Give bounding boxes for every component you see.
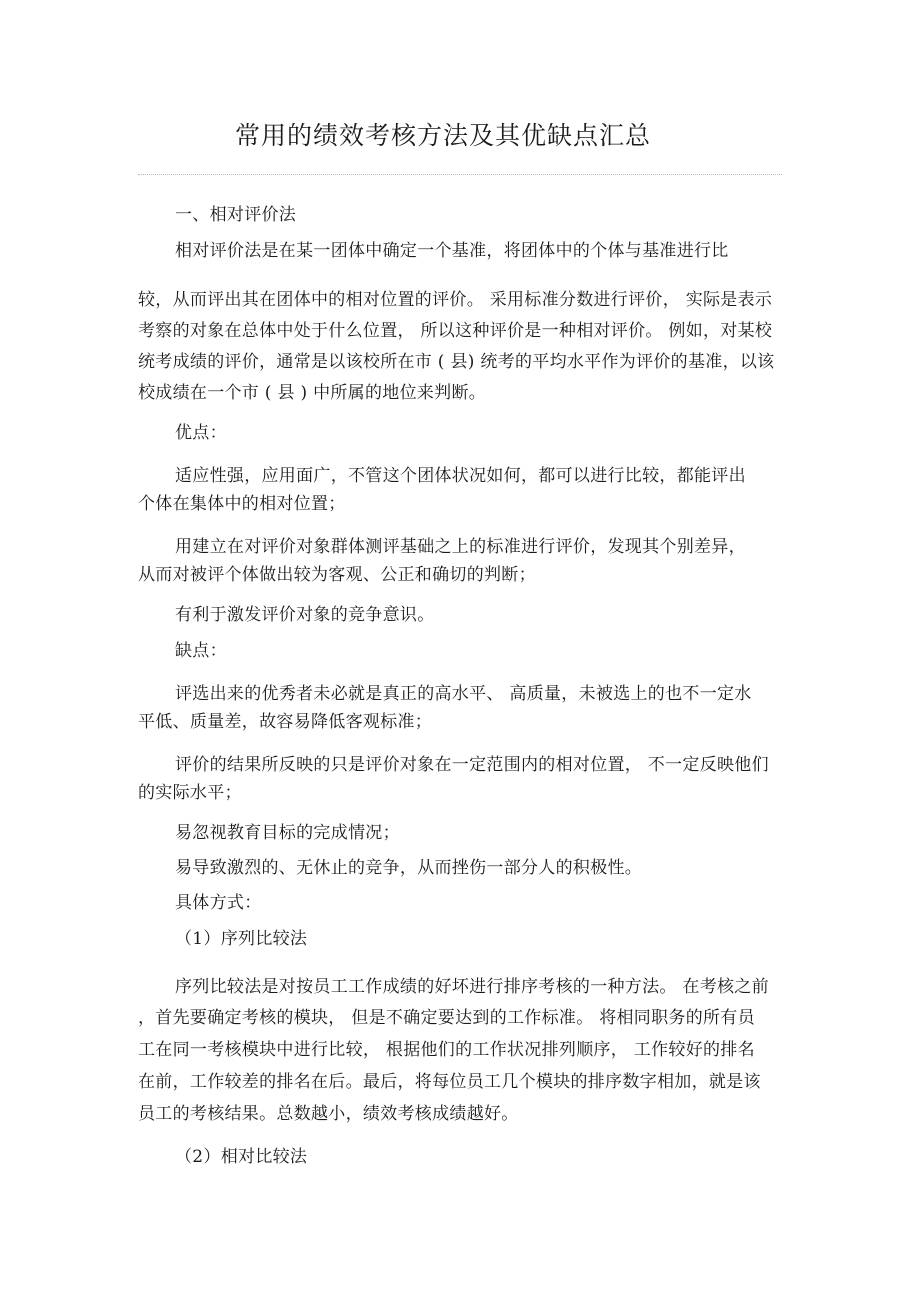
section-heading: 一、相对评价法 <box>175 205 297 225</box>
paragraph-line: 统考成绩的评价，通常是以该校所在市 ( 县) 统考的平均水平作为评价的基准，以该 <box>138 352 775 372</box>
paragraph-line: 序列比较法是对按员工工作成绩的好坏进行排序考核的一种方法。 在考核之前 <box>175 977 769 997</box>
paragraph-line: 的实际水平； <box>138 783 242 803</box>
page-title: 常用的绩效考核方法及其优缺点汇总 <box>234 121 651 150</box>
title-divider <box>138 174 782 175</box>
paragraph-line: 在前，工作较差的排名在后。最后，将每位员工几个模块的排序数字相加，就是该 <box>138 1072 761 1092</box>
paragraph-line: 个体在集体中的相对位置； <box>138 494 346 514</box>
paragraph-line: 易忽视教育目标的完成情况； <box>175 823 400 843</box>
paragraph-line: 用建立在对评价对象群体测评基础之上的标准进行评价，发现其个别差异， <box>175 537 746 557</box>
paragraph-line: 从而对被评个体做出较为客观、公正和确切的判断； <box>138 565 536 585</box>
paragraph-line: 适应性强，应用面广，不管这个团体状况如何，都可以进行比较，都能评出 <box>175 466 746 486</box>
paragraph-line: 易导致激烈的、无休止的竞争，从而挫伤一部分人的积极性。 <box>175 858 643 878</box>
paragraph-line: 较，从而评出其在团体中的相对位置的评价。 采用标准分数进行评价， 实际是表示 <box>138 290 773 310</box>
method-heading: （2）相对比较法 <box>175 1147 308 1167</box>
method-heading: （1）序列比较法 <box>175 929 308 949</box>
paragraph-line: 评选出来的优秀者未必就是真正的高水平、 高质量，未被选上的也不一定水 <box>175 684 752 704</box>
paragraph-line: 员工的考核结果。总数越小，绩效考核成绩越好。 <box>138 1104 519 1124</box>
methods-heading: 具体方式： <box>175 893 262 913</box>
paragraph-line: ，首先要确定考核的模块， 但是不确定要达到的工作标准。 将相同职务的所有员 <box>138 1008 755 1028</box>
pros-heading: 优点： <box>175 423 227 443</box>
paragraph-line: 评价的结果所反映的只是评价对象在一定范围内的相对位置， 不一定反映他们 <box>175 755 769 775</box>
paragraph-line: 校成绩在一个市 ( 县 ) 中所属的地位来判断。 <box>138 383 487 403</box>
cons-heading: 缺点： <box>175 641 227 661</box>
paragraph-line: 平低、质量差，故容易降低客观标准； <box>138 712 433 732</box>
paragraph-line: 相对评价法是在某一团体中确定一个基准，将团体中的个体与基准进行比 <box>175 241 729 261</box>
paragraph-line: 有利于激发评价对象的竞争意识。 <box>175 605 435 625</box>
paragraph-line: 工在同一考核模块中进行比较， 根据他们的工作状况排列顺序， 工作较好的排名 <box>138 1040 755 1060</box>
paragraph-line: 考察的对象在总体中处于什么位置， 所以这种评价是一种相对评价。 例如，对某校 <box>138 321 773 341</box>
